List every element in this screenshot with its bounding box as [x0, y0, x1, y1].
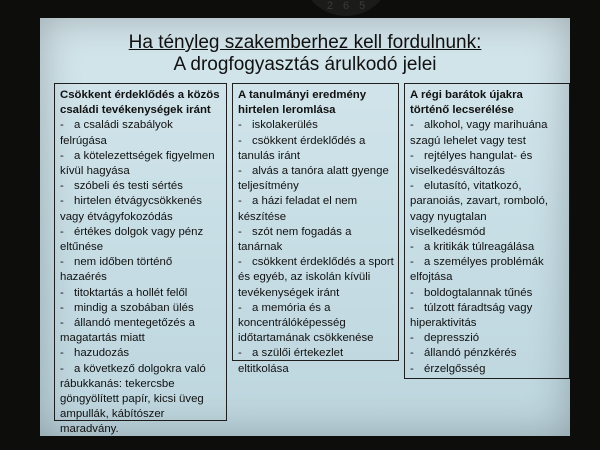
- list-item: [238, 134, 394, 164]
- list-item: [238, 346, 394, 376]
- list-item-text: értékes dolgok vagy pénz eltűnése: [60, 225, 204, 254]
- clock-digits: [327, 0, 365, 12]
- list-item: [60, 316, 222, 346]
- bullet-dash: -: [410, 241, 414, 254]
- list-item-text: szóbeli és testi sértés: [74, 180, 183, 193]
- bullet-dash: -: [238, 134, 242, 147]
- list-item: [410, 346, 565, 361]
- list-item: [60, 118, 222, 148]
- list-item: [410, 149, 565, 179]
- bullet-dash: -: [238, 225, 242, 238]
- slide-title-line-1: Ha tényleg szakemberhez kell fordulnunk:: [128, 32, 482, 53]
- bullet-dash: -: [60, 286, 64, 299]
- list-item-text: nem időben történő hazaérés: [60, 256, 173, 284]
- list-item: [60, 179, 222, 194]
- list-item-text: mindig a szobában ülés: [74, 301, 194, 314]
- clock-digit: 2: [326, 0, 333, 12]
- bullet-dash: -: [238, 256, 242, 269]
- list-item: [410, 240, 565, 255]
- bullet-dash: -: [60, 149, 64, 162]
- bullet-dash: -: [60, 180, 64, 193]
- list-item: [410, 118, 565, 148]
- column-heading: A régi barátok újakra történő lecserélése: [410, 89, 523, 117]
- list-item: [410, 255, 565, 285]
- bullet-dash: -: [60, 195, 64, 208]
- bullet-dash: -: [238, 347, 242, 360]
- bullet-dash: -: [60, 119, 64, 132]
- list-item-text: állandó pénzkérés: [424, 347, 517, 360]
- list-item-text: túlzott fáradtság vagy hiperaktivitás: [410, 301, 533, 330]
- bullet-dash: -: [410, 149, 414, 162]
- list-item-text: a családi szabályok felrúgása: [60, 119, 173, 147]
- list-item: [238, 255, 394, 301]
- signs-column-family: [54, 83, 227, 436]
- list-item-text: elutasító, vitatkozó, paranoiás, zavart, romboló, vagy nyugtalan viselkedésmód: [410, 180, 549, 238]
- list-item: [60, 286, 222, 301]
- bullet-dash: -: [60, 347, 64, 360]
- bullet-dash: -: [410, 180, 414, 193]
- bullet-dash: -: [238, 195, 242, 208]
- list-item: [410, 301, 565, 331]
- list-item-text: hirtelen étvágycsökkenés vagy étvágyfokozódás: [60, 195, 202, 223]
- bullet-dash: -: [60, 225, 64, 238]
- bullet-dash: -: [60, 301, 64, 314]
- list-item: [410, 362, 565, 377]
- projected-slide: [40, 18, 570, 436]
- list-item-text: titoktartás a hollét felől: [74, 286, 188, 299]
- list-item: [60, 346, 222, 361]
- clock-digit: 5: [359, 0, 366, 12]
- list-item-text: rejtélyes hangulat- és viselkedésváltozás: [410, 149, 533, 178]
- bullet-dash: -: [410, 286, 414, 299]
- bullet-dash: -: [238, 165, 242, 178]
- list-item-text: csökkent érdeklődés a tanulás iránt: [238, 134, 366, 162]
- bullet-dash: -: [60, 362, 64, 375]
- bullet-dash: -: [410, 347, 414, 360]
- list-item: [238, 301, 394, 347]
- list-item: [238, 164, 394, 194]
- list-item-text: a kritikák túlreagálása: [424, 241, 535, 254]
- list-item-text: a következő dolgokra való rábukkanás: tekercsbe göngyölített papír, kicsi üveg ampullák, kábítószer maradvány.: [60, 362, 206, 436]
- list-item-text: a memória és a koncentrálóképesség időtartamának csökkenése: [238, 301, 374, 345]
- list-item: [60, 194, 222, 224]
- clock-digit: 6: [342, 0, 350, 12]
- bullet-dash: -: [410, 362, 414, 375]
- wall-clock: [300, 0, 392, 16]
- list-item-text: iskolakerülés: [252, 119, 318, 132]
- list-item: [238, 118, 394, 133]
- list-item-text: állandó mentegetőzés a magatartás miatt: [60, 317, 195, 345]
- list-item: [410, 179, 565, 240]
- list-item-text: a szülői értekezlet eltitkolása: [238, 347, 344, 375]
- signs-column-friends: [404, 83, 570, 379]
- list-item-text: érzelgősség: [424, 362, 486, 375]
- list-item-text: depresszió: [424, 332, 480, 345]
- list-item-text: a házi feladat el nem készítése: [238, 195, 358, 223]
- list-item-text: alvás a tanóra alatt gyenge teljesítmény: [238, 165, 389, 193]
- bullet-dash: -: [60, 256, 64, 269]
- list-item-text: csökkent érdeklődés a sport és egyéb, az iskolán kívüli tevékenységek iránt: [238, 256, 394, 299]
- list-item: [60, 149, 222, 179]
- bullet-dash: -: [60, 317, 64, 330]
- slide-title: [40, 32, 570, 76]
- list-item: [238, 194, 394, 224]
- bullet-dash: -: [410, 119, 414, 132]
- list-item-text: boldogtalannak tűnés: [424, 286, 533, 299]
- list-item: [60, 301, 222, 316]
- bullet-dash: -: [238, 119, 242, 132]
- list-item-text: hazudozás: [74, 347, 130, 360]
- list-item: [410, 286, 565, 301]
- column-heading: Csökkent érdeklődés a közös családi tevékenységek iránt: [60, 89, 220, 117]
- bullet-dash: -: [410, 332, 414, 345]
- list-item-text: a személyes problémák elfojtása: [410, 256, 544, 284]
- list-item: [410, 331, 565, 346]
- list-item-text: szót nem fogadás a tanárnak: [238, 225, 352, 254]
- bullet-dash: -: [238, 301, 242, 314]
- slide-title-line-2: A drogfogyasztás árulkodó jelei: [173, 54, 437, 75]
- signs-column-school: [232, 83, 399, 375]
- list-item: [238, 225, 394, 255]
- list-item: [60, 362, 222, 436]
- list-item-text: alkohol, vagy marihuána szagú lehelet vagy test: [410, 119, 548, 147]
- list-item-text: a kötelezettségek figyelmen kívül hagyása: [60, 149, 215, 178]
- list-item: [60, 225, 222, 255]
- list-item: [60, 255, 222, 285]
- column-heading: A tanulmányi eredmény hirtelen leromlása: [238, 89, 367, 117]
- bullet-dash: -: [410, 301, 414, 314]
- bullet-dash: -: [410, 256, 414, 269]
